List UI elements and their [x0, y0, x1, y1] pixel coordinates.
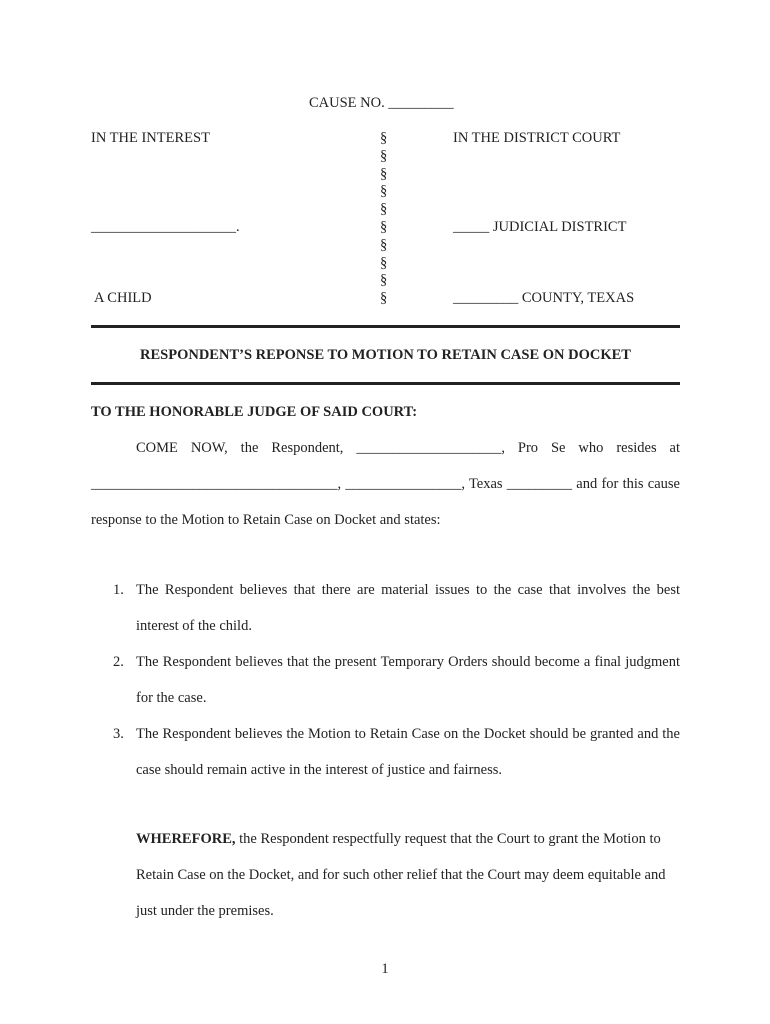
caption-judicial-district: _____ JUDICIAL DISTRICT: [453, 219, 627, 235]
wherefore-label: WHEREFORE,: [136, 831, 236, 847]
section-symbol: §: [380, 183, 388, 199]
section-symbol: §: [380, 255, 388, 271]
list-item-number: 2.: [113, 654, 124, 670]
wherefore-paragraph: [136, 821, 680, 929]
list-item-text: The Respondent believes that there are material issues to the case that involves the best interest of the child.: [136, 582, 680, 634]
section-symbol: §: [380, 237, 388, 253]
caption-party-name-blank: ____________________.: [91, 219, 240, 235]
title-top-rule: [91, 325, 680, 328]
list-item-text: The Respondent believes the Motion to Retain Case on the Docket should be granted and the case should remain active in the interest of justice and fairness.: [136, 726, 680, 778]
section-symbol: §: [380, 290, 388, 306]
section-symbol: §: [380, 130, 388, 146]
section-symbol: §: [380, 201, 388, 217]
wherefore-text: the Respondent respectfully request that the Court to grant the Motion to Retain Case on the Docket, and for such other relief that the Court may deem equitable and just under the premises.: [136, 831, 666, 919]
caption-in-the-interest: IN THE INTEREST: [91, 130, 210, 146]
section-symbol: §: [380, 272, 388, 288]
title-bottom-rule: [91, 382, 680, 385]
document-title: RESPONDENT’S REPONSE TO MOTION TO RETAIN CASE ON DOCKET: [140, 347, 631, 363]
cause-number: CAUSE NO. _________: [309, 95, 454, 111]
section-symbol: §: [380, 148, 388, 164]
list-item-number: 1.: [113, 582, 124, 598]
caption-county-texas: _________ COUNTY, TEXAS: [453, 290, 635, 306]
caption-a-child: A CHILD: [94, 290, 152, 306]
caption-district-court: IN THE DISTRICT COURT: [453, 130, 621, 146]
list-item-text: The Respondent believes that the present Temporary Orders should become a final judgment for the case.: [136, 654, 680, 706]
list-item-number: 3.: [113, 726, 124, 742]
page-number: 1: [381, 961, 389, 977]
section-symbol: §: [380, 166, 388, 182]
section-symbol: §: [380, 219, 388, 235]
salutation: TO THE HONORABLE JUDGE OF SAID COURT:: [91, 404, 418, 420]
intro-text: COME NOW, the Respondent, ____________________, Pro Se who resides at __________________________________, ________________, Texas _________ and for this cause response to the Motion to Retain Case on Docket and states:: [91, 440, 680, 528]
intro-paragraph: [91, 430, 680, 538]
